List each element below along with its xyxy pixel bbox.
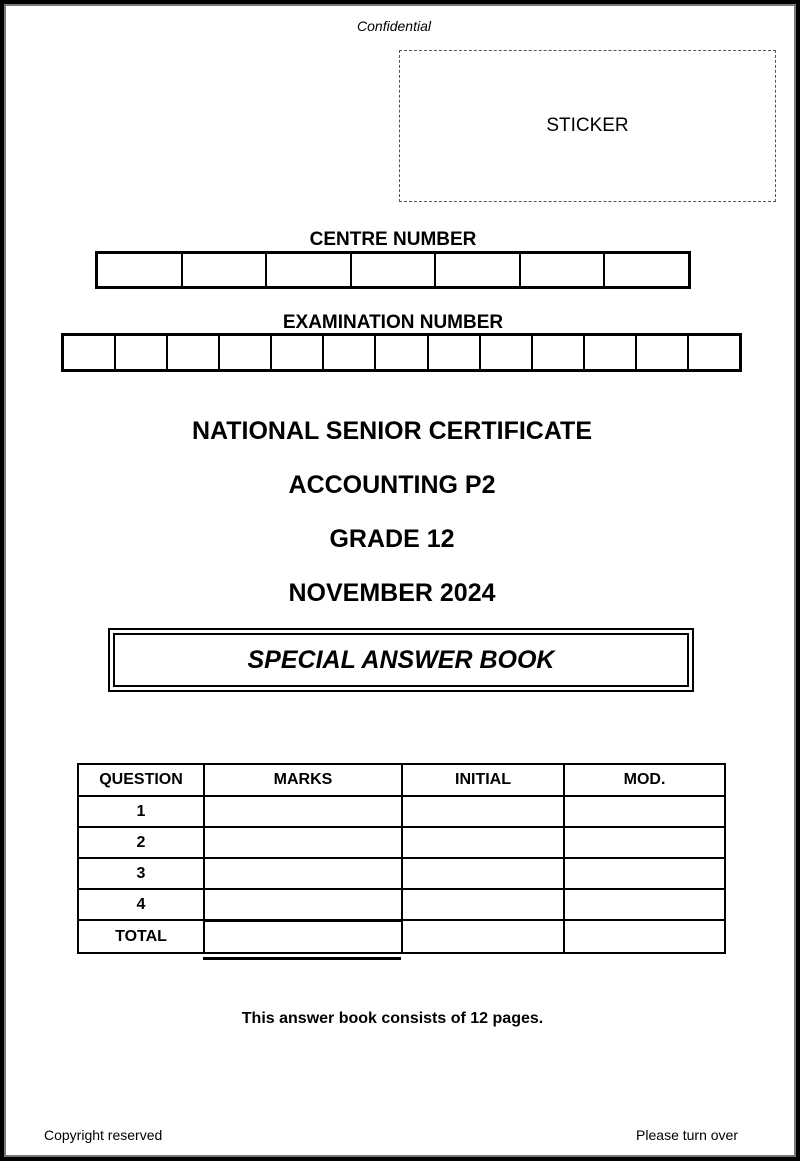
digit-box[interactable] [521, 254, 606, 286]
digit-box[interactable] [168, 336, 220, 369]
pages-note: This answer book consists of 12 pages. [241, 1010, 544, 1027]
question-cell: 3 [78, 858, 204, 889]
centre-number-label: CENTRE NUMBER [309, 229, 477, 250]
total-label: TOTAL [78, 920, 204, 953]
title-grade: GRADE 12 [329, 525, 455, 553]
total-marks-cell[interactable] [204, 920, 402, 953]
title-subject: ACCOUNTING P2 [288, 471, 496, 499]
initial-cell[interactable] [402, 920, 564, 953]
mod-cell[interactable] [564, 889, 725, 920]
footer-copyright: Copyright reserved [44, 1127, 163, 1143]
question-cell: 2 [78, 827, 204, 858]
marks-cell[interactable] [204, 858, 402, 889]
marks-cell[interactable] [204, 889, 402, 920]
digit-box[interactable] [436, 254, 521, 286]
table-row [78, 827, 725, 858]
digit-box[interactable] [376, 336, 428, 369]
sticker-label: STICKER [546, 115, 629, 136]
digit-box[interactable] [637, 336, 689, 369]
initial-cell[interactable] [402, 858, 564, 889]
header-mod: MOD. [564, 764, 725, 796]
initial-cell[interactable] [402, 796, 564, 827]
double-underline [203, 957, 401, 960]
mod-cell[interactable] [564, 920, 725, 953]
mod-cell[interactable] [564, 796, 725, 827]
marks-cell[interactable] [204, 796, 402, 827]
digit-box[interactable] [272, 336, 324, 369]
total-row [78, 920, 725, 953]
digit-box[interactable] [116, 336, 168, 369]
sticker-area [399, 50, 776, 202]
title-certificate: NATIONAL SENIOR CERTIFICATE [192, 417, 592, 445]
initial-cell[interactable] [402, 827, 564, 858]
digit-box[interactable] [585, 336, 637, 369]
digit-box[interactable] [533, 336, 585, 369]
digit-box[interactable] [429, 336, 481, 369]
initial-cell[interactable] [402, 889, 564, 920]
mod-cell[interactable] [564, 858, 725, 889]
confidential-label: Confidential [357, 18, 431, 34]
digit-box[interactable] [481, 336, 533, 369]
digit-box[interactable] [267, 254, 352, 286]
table-row [78, 889, 725, 920]
digit-box[interactable] [183, 254, 268, 286]
mod-cell[interactable] [564, 827, 725, 858]
digit-box[interactable] [324, 336, 376, 369]
centre-number-boxes[interactable] [95, 251, 691, 289]
digit-box[interactable] [689, 336, 739, 369]
special-answer-book-label: SPECIAL ANSWER BOOK [113, 633, 689, 687]
digit-box[interactable] [98, 254, 183, 286]
marks-cell[interactable] [204, 827, 402, 858]
question-cell: 4 [78, 889, 204, 920]
digit-box[interactable] [64, 336, 116, 369]
question-cell: 1 [78, 796, 204, 827]
digit-box[interactable] [352, 254, 437, 286]
header-marks: MARKS [204, 764, 402, 796]
footer-turn-over: Please turn over [636, 1127, 738, 1143]
marks-table [77, 763, 726, 954]
header-initial: INITIAL [402, 764, 564, 796]
examination-number-label: EXAMINATION NUMBER [282, 312, 504, 333]
examination-number-boxes[interactable] [61, 333, 742, 372]
header-question: QUESTION [78, 764, 204, 796]
table-row [78, 858, 725, 889]
special-answer-book-box [108, 628, 694, 692]
digit-box[interactable] [220, 336, 272, 369]
table-row [78, 796, 725, 827]
digit-box[interactable] [605, 254, 688, 286]
title-date: NOVEMBER 2024 [288, 579, 496, 607]
